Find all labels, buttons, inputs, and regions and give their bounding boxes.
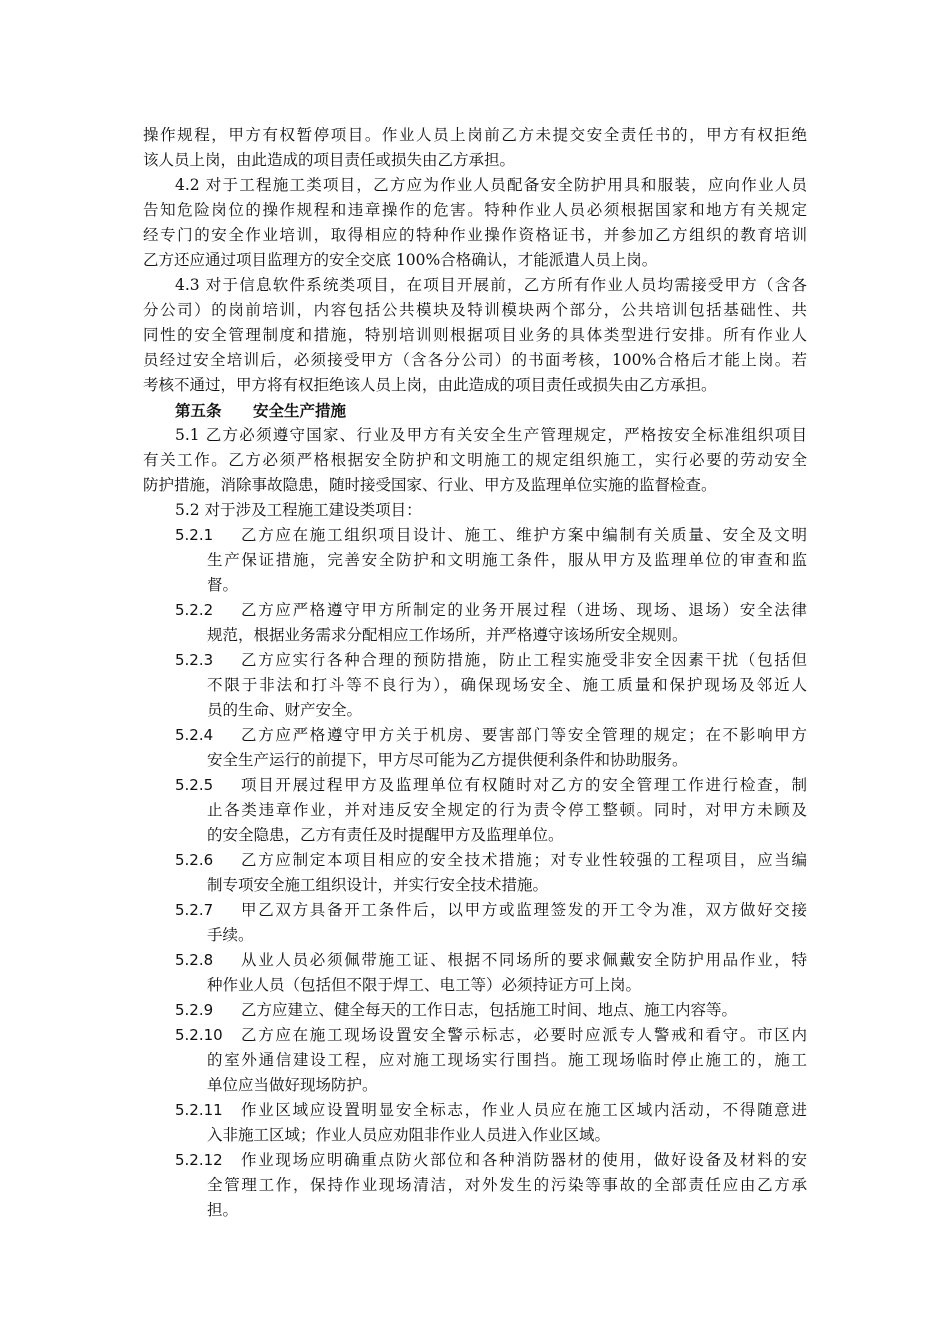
- text-line: 4.2 对于工程施工类项目，乙方应为作业人员配备安全防护用具和服装，应向作业人员: [175, 176, 807, 194]
- paragraph-4-2: [143, 173, 807, 273]
- text-line: 考核不通过，甲方将有权拒绝该人员上岗，由此造成的项目责任或损失由乙方承担。: [143, 376, 717, 394]
- item-number: 5.2.12: [175, 1151, 223, 1169]
- text-line: 有关工作。乙方必须严格根据安全防护和文明施工的规定组织施工，实行必要的劳动安全: [143, 451, 807, 469]
- section-heading: [143, 398, 807, 423]
- item-number: 5.2.3: [175, 651, 214, 669]
- numbered-item: [143, 648, 807, 723]
- item-text-line: 乙方应在施工现场设置安全警示标志，必要时应派专人警戒和看守。市区内: [241, 1026, 807, 1044]
- item-text-line: 乙方应实行各种合理的预防措施，防止工程实施受非安全因素干扰（包括但: [241, 651, 807, 669]
- item-text-line: 从业人员必须佩带施工证、根据不同场所的要求佩戴安全防护用品作业，特: [241, 951, 807, 969]
- paragraph-intro: [143, 123, 807, 173]
- item-text-line: 员的生命、财产安全。: [207, 701, 363, 719]
- item-text-line: 乙方应严格遵守甲方关于机房、要害部门等安全管理的规定；在不影响甲方: [241, 726, 807, 744]
- item-text-line: 担。: [207, 1201, 239, 1219]
- text-line: 经专门的安全作业培训，取得相应的特种作业操作资格证书，并参加乙方组织的教育培训: [143, 226, 807, 244]
- item-text-line: 止各类违章作业，并对违反安全规定的行为责令停工整顿。同时，对甲方未顾及: [207, 801, 807, 819]
- text-line: 防护措施，消除事故隐患，随时接受国家、行业、甲方及监理单位实施的监督检查。: [143, 476, 717, 494]
- text-line: 5.1 乙方必须遵守国家、行业及甲方有关安全生产管理规定，严格按安全标准组织项目: [175, 426, 807, 444]
- item-text-line: 甲乙双方具备开工条件后，以甲方或监理签发的开工令为准，双方做好交接: [241, 901, 807, 919]
- item-number: 5.2.6: [175, 851, 214, 869]
- numbered-item: [143, 598, 807, 648]
- item-text-line: 项目开展过程甲方及监理单位有权随时对乙方的安全管理工作进行检查，制: [241, 776, 807, 794]
- text-line: 同性的安全管理制度和措施，特别培训则根据项目业务的具体类型进行安排。所有作业人: [143, 326, 807, 344]
- item-text-line: 手续。: [207, 926, 254, 944]
- numbered-item: [143, 723, 807, 773]
- text-line: 4.3 对于信息软件系统类项目，在项目开展前，乙方所有作业人员均需接受甲方（含各: [175, 276, 807, 294]
- numbered-item: [143, 1023, 807, 1098]
- numbered-item: [143, 898, 807, 948]
- item-text-line: 作业区域应设置明显安全标志，作业人员应在施工区域内活动，不得随意进: [241, 1101, 807, 1119]
- text-line: 操作规程，甲方有权暂停项目。作业人员上岗前乙方未提交安全责任书的，甲方有权拒绝: [143, 126, 807, 144]
- item-text-line: 全管理工作，保持作业现场清洁，对外发生的污染等事故的全部责任应由乙方承: [207, 1176, 807, 1194]
- item-text-line: 作业现场应明确重点防火部位和各种消防器材的使用，做好设备及材料的安: [241, 1151, 807, 1169]
- numbered-item: [143, 773, 807, 848]
- numbered-item: [143, 948, 807, 998]
- paragraph-4-3: [143, 273, 807, 398]
- paragraph-5-1: [143, 423, 807, 498]
- paragraph-5-2: 5.2 对于涉及工程施工建设类项目：: [175, 501, 422, 519]
- item-number: 5.2.10: [175, 1026, 223, 1044]
- item-number: 5.2.11: [175, 1101, 223, 1119]
- item-number: 5.2.4: [175, 726, 214, 744]
- item-text-line: 乙方应严格遵守甲方所制定的业务开展过程（进场、现场、退场）安全法律: [241, 601, 807, 619]
- text-line: 员经过安全培训后，必须接受甲方（含各分公司）的书面考核，100%合格后才能上岗。若: [143, 351, 807, 369]
- text-line: 该人员上岗，由此造成的项目责任或损失由乙方承担。: [143, 151, 516, 169]
- item-text-line: 生产保证措施，完善安全防护和文明施工条件，服从甲方及监理单位的审查和监: [207, 551, 807, 569]
- item-text-line: 乙方应在施工组织项目设计、施工、维护方案中编制有关质量、安全及文明: [241, 526, 807, 544]
- text-line: 分公司）的岗前培训，内容包括公共模块及特训模块两个部分，公共培训包括基础性、共: [143, 301, 807, 319]
- section-number: 第五条: [175, 401, 222, 420]
- item-text-line: 入非施工区域；作业人员应劝阻非作业人员进入作业区域。: [207, 1126, 611, 1144]
- item-number: 5.2.8: [175, 951, 214, 969]
- item-number: 5.2.2: [175, 601, 214, 619]
- numbered-item: [143, 848, 807, 898]
- item-text-line: 乙方应制定本项目相应的安全技术措施；对专业性较强的工程项目，应当编: [241, 851, 807, 869]
- item-text-line: 安全生产运行的前提下，甲方尽可能为乙方提供便利条件和协助服务。: [207, 751, 688, 769]
- item-number: 5.2.7: [175, 901, 214, 919]
- section-title: 安全生产措施: [253, 401, 347, 420]
- item-text-line: 督。: [207, 576, 239, 594]
- item-number: 5.2.5: [175, 776, 214, 794]
- numbered-item-list: [143, 523, 807, 1223]
- item-text-line: 制专项安全施工组织设计，并实行安全技术措施。: [207, 876, 549, 894]
- numbered-item: [143, 1098, 807, 1148]
- text-line: 告知危险岗位的操作规程和违章操作的危害。特种作业人员必须根据国家和地方有关规定: [143, 201, 807, 219]
- item-number: 5.2.9: [175, 1001, 214, 1019]
- item-text-line: 不限于非法和打斗等不良行为），确保现场安全、施工质量和保护现场及邻近人: [207, 676, 807, 694]
- item-text-line: 的安全隐患，乙方有责任及时提醒甲方及监理单位。: [207, 826, 564, 844]
- item-number: 5.2.1: [175, 526, 214, 544]
- text-line: 乙方还应通过项目监理方的安全交底 100%合格确认，才能派遣人员上岗。: [143, 251, 658, 269]
- item-text-line: 规范，根据业务需求分配相应工作场所，并严格遵守该场所安全规则。: [207, 626, 688, 644]
- numbered-item: [143, 998, 807, 1023]
- item-text-line: 乙方应建立、健全每天的工作日志，包括施工时间、地点、施工内容等。: [241, 1001, 738, 1019]
- numbered-item: [143, 523, 807, 598]
- numbered-item: [143, 1148, 807, 1223]
- item-text-line: 的室外通信建设工程，应对施工现场实行围挡。施工现场临时停止施工的，施工: [207, 1051, 807, 1069]
- document-page: [143, 123, 807, 1223]
- item-text-line: 种作业人员（包括但不限于焊工、电工等）必须持证方可上岗。: [207, 976, 642, 994]
- item-text-line: 单位应当做好现场防护。: [207, 1076, 378, 1094]
